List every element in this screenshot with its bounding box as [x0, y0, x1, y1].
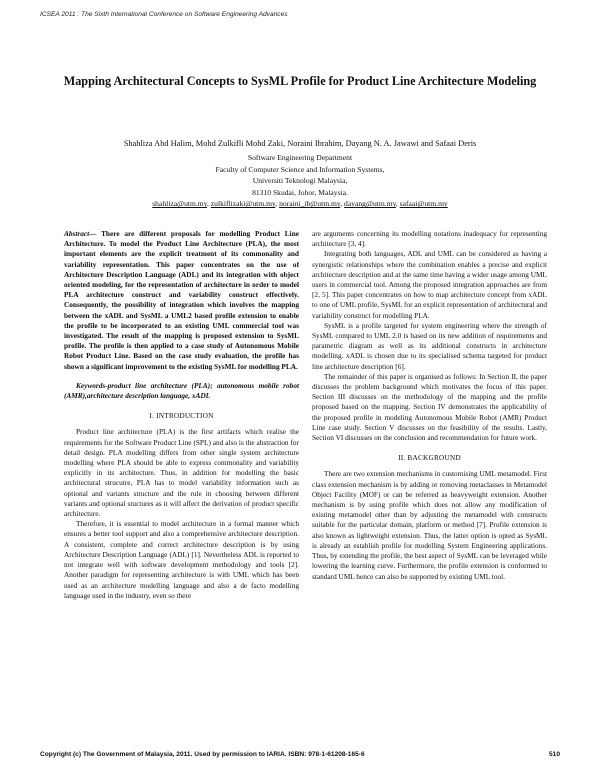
- background-paragraph: There are two extension mechanisms in customising UML metamodel. First class extension mechanism is by adding or removing metaclasses in Metamodel Object Facility (MOF) or can be referred as heavyweight extension. Another mechanism is by using profile which does not allow any modification of existing metamodel other than by adjusting the metamodel with constructs suitable for the particular domain, platform or method [7]. Profile extension is also known as lightweight extension. Thus, the latter option is opted as SysML is already an establish profile for modelling System Engineering applications. Thus, by extending the profile, the best aspect of SysML can be leveraged while lowering the learning curve. Furthermore, the profile extension is conformed to standard UML hence can also be supported by existing UML tool.: [312, 469, 547, 581]
- email-link[interactable]: noraini_ib@utm.my: [279, 199, 341, 209]
- email-link[interactable]: shahliza@utm.my: [152, 199, 207, 209]
- section-heading-introduction: I. INTRODUCTION: [149, 411, 214, 421]
- paper-title: Mapping Architectural Concepts to SysML Profile for Product Line Architecture Modeling: [63, 74, 537, 88]
- email-link[interactable]: zulkiflizaki@utm.my: [210, 199, 276, 209]
- email-link[interactable]: dayang@utm.my: [344, 199, 396, 209]
- author-emails: shahliza@utm.my, zulkiflizaki@utm.my, noraini_ib@utm.my, dayang@utm.my, safaai@utm.my: [152, 199, 448, 209]
- body-paragraph: are arguments concerning its modelling notations inadequacy for representing architecture [3, 4].: [312, 229, 547, 249]
- right-column: [312, 229, 547, 582]
- affiliation-address: 81310 Skudai, Johor, Malaysia.: [252, 187, 348, 197]
- body-paragraph: The remainder of this paper is organised as follows: In Section II, the paper discusses the problem background which motivates the focus of this paper. Section III discusses on the methodology of the mapping and the profile proposed based on the mapping. Section IV demonstrates the applicability of the proposed profile in modeling Autonomous Mobile Robot (AMR) Product Line case study. Section V discusses on the feasibility of the results. Lastly, Section VI discusses on the conclusion and recommendation for future work.: [312, 371, 547, 443]
- body-paragraph: Integrating both languages, ADL and UML can be considered as having a synergistic relationships where the combination enables a precise and explicit architecture description and at the same time having a wider usage among UML users in commercial tool. Among the proposed integration approaches are from [2, 5]. This paper concentrates on how to map architecture concept from xADL to one of UML profile, SysML for an explicit representation of architectural and variability construct for modelling PLA.: [312, 249, 547, 320]
- section-heading-background: II. BACKGROUND: [398, 453, 461, 463]
- intro-paragraph: Therefore, it is essential to model architecture in a formal manner which ensures a better tool support and also a comprehensive architecture description. A consistent, complete and correct architecture description is by using Architecture Description Language (ADL) [1]. Nevertheless ADL is reported to not integrate well with software development methodology and tools [2]. Another paradigm for representing architecture is with UML which has been used as an architecture modelling language and also a de facto modelling language used in the industry, even so there: [64, 519, 299, 600]
- abstract-text: There are different proposals for modelling Product Line Architecture. To model the Product Line Architecture (PLA), the most important elements are the explicit treatment of its commonality and variability representation. This paper concentrates on the use of Architecture Description Language (ADL) and its integration with object oriented modeling, for the representation of architecture in order to model PLA architecture construct and variability construct effectively. Consequently, the possibility of integration which involves the mapping between the xADL and SysML a UML2 based profile extension to enable the profile to be incorporated to an existing UML commercial tool was investigated. The result of the mapping is proposed extension to SysML profile. The profile is then applied to a case study of Autonomous Mobile Robot Product Line. Based on the case study evaluation, the profile has shown a significant improvement to the existing SysML for modelling PLA.: [64, 229, 299, 371]
- affiliation-faculty: Faculty of Computer Science and Information Systems,: [215, 164, 385, 174]
- conference-header: ICSEA 2011 : The Sixth International Conference on Software Engineering Advances: [40, 11, 288, 18]
- author-list: Shahliza Abd Halim, Mohd Zulkifli Mohd Zaki, Noraini Ibrahim, Dayang N. A. Jawawi and Safaai Deris: [123, 139, 477, 148]
- body-paragraph: SysML is a profile targeted for system engineering where the strength of SysML compared to UML 2.0 is based on its new addition of requirements and parametric diagram as well as its additional constructs in architecture modelling. xADL is chosen due to its specialised schema targeted for product line architecture description [6].: [312, 320, 547, 371]
- affiliation-university: Universiti Teknologi Malaysia,: [252, 176, 348, 186]
- left-column: [64, 229, 299, 601]
- copyright-notice: Copyright (c) The Government of Malaysia, 2011. Used by permission to IARIA. ISBN: 978-1-61208-165-6: [40, 751, 365, 758]
- email-link[interactable]: safaai@utm.my: [399, 199, 448, 209]
- abstract-lead: Abstract—: [64, 229, 97, 238]
- affiliation-dept: Software Engineering Department: [247, 153, 353, 162]
- page-number: 510: [548, 751, 560, 758]
- affiliation-block: [40, 152, 560, 210]
- intro-paragraph: Product line architecture (PLA) is the first artifacts which realise the requirements for the Software Product Line (SPL) and also is the abstraction for detail design. PLA modelling differs from other single system architecture modelling where PLA should be able to express commonality and variability explicitly in its architecture. Thus, in addition for modelling the basic architectural strucutre, PLA has to model variability information such as optional and variants structure and the rule in choosing between different variants and optional stuctures as it will affect the derivation of product specific architecture.: [64, 427, 299, 519]
- keywords: Keywords-product line architecture (PLA); autonomous mobile robot (AMR),architecture description language, xADL: [64, 380, 299, 401]
- abstract: [64, 229, 299, 372]
